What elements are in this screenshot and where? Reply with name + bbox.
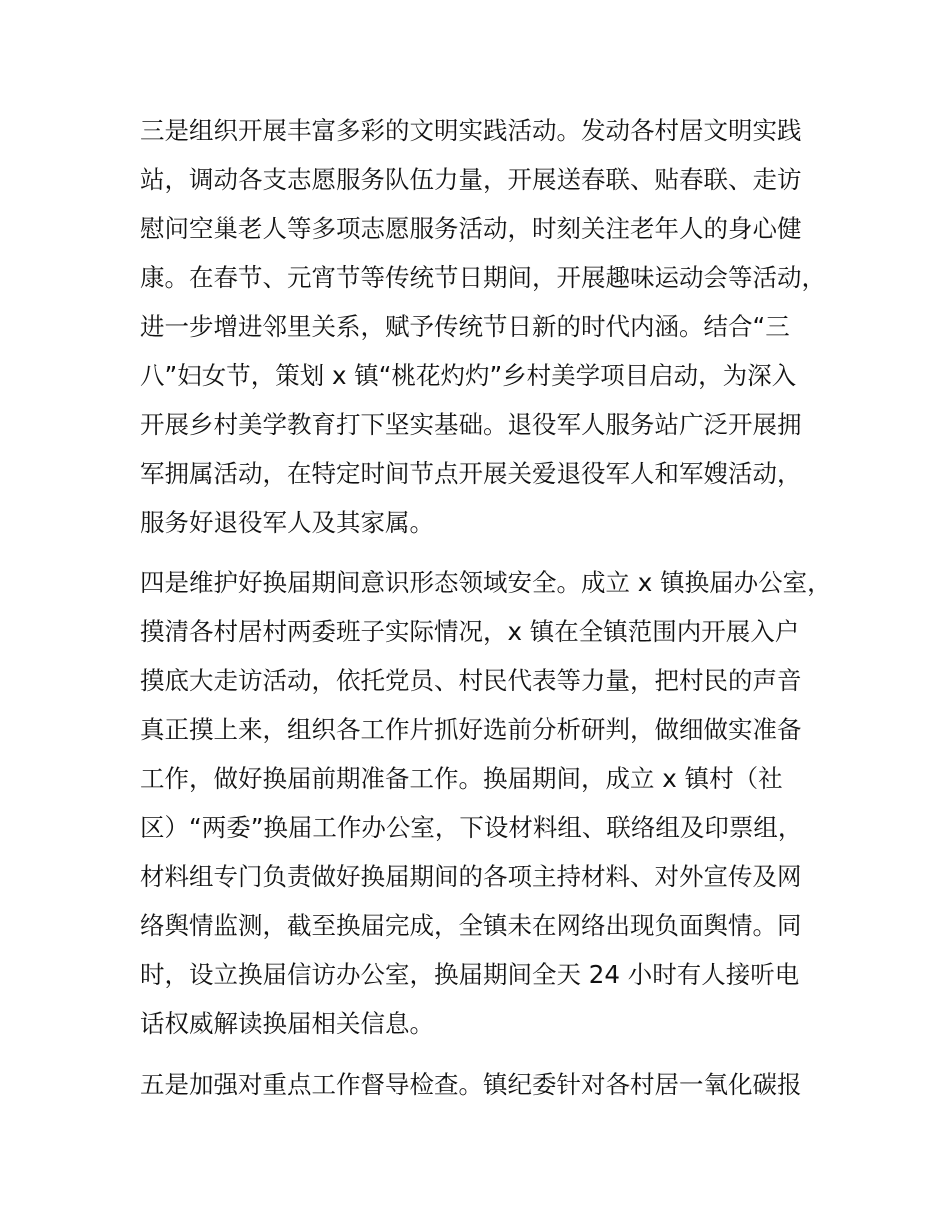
text-line: 工作，做好换届前期准备工作。换届期间，成立 x 镇村（社	[140, 764, 783, 793]
text-line: 服务好退役军人及其家属。	[140, 508, 434, 537]
text-line: 区）“两委”换届工作办公室，下设材料组、联络组及印票组，	[140, 813, 803, 842]
text-line: 康。在春节、元宵节等传统节日期间，开展趣味运动会等活动，	[140, 263, 826, 292]
text-line: 摸清各村居村两委班子实际情况，x 镇在全镇范围内开展入户	[140, 617, 800, 646]
text-line: 三是组织开展丰富多彩的文明实践活动。发动各村居文明实践	[140, 116, 802, 145]
text-line: 进一步增进邻里关系，赋予传统节日新的时代内涵。结合“三	[140, 312, 790, 341]
text-line: 军拥属活动，在特定时间节点开展关爱退役军人和军嫂活动，	[140, 459, 802, 488]
text-line: 八”妇女节，策划 x 镇“桃花灼灼”乡村美学项目启动，为深入	[140, 361, 797, 390]
text-line: 开展乡村美学教育打下坚实基础。退役军人服务站广泛开展拥	[140, 410, 802, 439]
text-line: 材料组专门负责做好换届期间的各项主持材料、对外宣传及网	[140, 862, 802, 891]
text-line: 话权威解读换届相关信息。	[140, 1009, 434, 1038]
paragraph-supervision	[140, 1060, 840, 1109]
text-line: 四是维护好换届期间意识形态领域安全。成立 x 镇换届办公室，	[140, 568, 832, 597]
text-line: 时，设立换届信访办公室，换届期间全天 24 小时有人接听电	[140, 960, 800, 989]
text-line: 站，调动各支志愿服务队伍力量，开展送春联、贴春联、走访	[140, 165, 802, 194]
text-line: 真正摸上来，组织各工作片抓好选前分析研判，做细做实准备	[140, 715, 802, 744]
paragraph-election-security	[140, 558, 840, 1048]
text-line: 五是加强对重点工作督导检查。镇纪委针对各村居一氧化碳报	[140, 1070, 802, 1099]
text-line: 慰问空巢老人等多项志愿服务活动，时刻关注老年人的身心健	[140, 214, 802, 243]
paragraph-cultural-activities	[140, 106, 840, 547]
text-line: 络舆情监测，截至换届完成，全镇未在网络出现负面舆情。同	[140, 911, 802, 940]
text-line: 摸底大走访活动，依托党员、村民代表等力量，把村民的声音	[140, 666, 802, 695]
